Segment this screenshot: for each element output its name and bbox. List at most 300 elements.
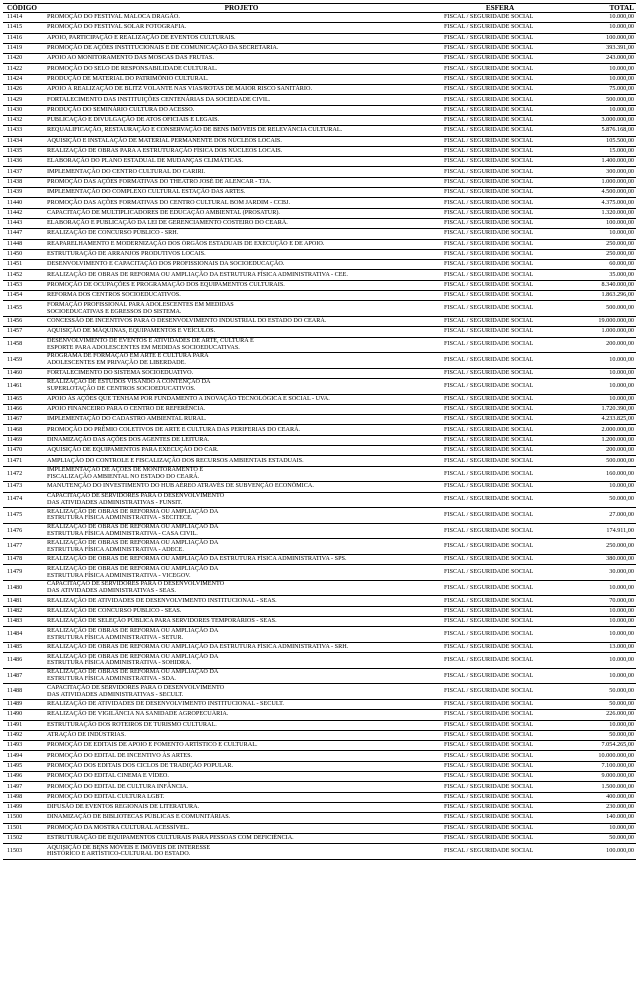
row-project: APOIO ÀS AÇÕES QUE TENHAM POR FUNDAMENTO A INOVAÇÃO TECNOLÓGICA E SOCIAL - UVA. — [45, 394, 438, 404]
row-project: PROMOÇÃO DO EDITAL DE CULTURA INFÂNCIA. — [45, 782, 438, 792]
row-project: ESTRUTURAÇÃO DOS ROTEIROS DE TURISMO CULTURAL. — [45, 720, 438, 730]
row-project: PUBLICAÇÃO E DIVULGAÇÃO DE ATOS OFICIAIS E LEGAIS. — [45, 115, 438, 125]
row-project: FORTALECIMENTO DAS INSTITUIÇÕES CENTENÁRIAS DA SOCIEDADE CIVIL. — [45, 95, 438, 105]
row-total: 10.000,00 — [562, 823, 636, 833]
row-sphere: FISCAL / SEGURIDADE SOCIAL — [438, 270, 562, 280]
row-total: 1.500.000,00 — [562, 782, 636, 792]
row-total: 27.000,00 — [562, 508, 636, 524]
row-code: 11453 — [3, 280, 45, 290]
row-code: 11435 — [3, 146, 45, 156]
row-project: APOIO AO MONITORAMENTO DAS MOSCAS DAS FRUTAS. — [45, 54, 438, 64]
row-sphere: FISCAL / SEGURIDADE SOCIAL — [438, 456, 562, 466]
row-sphere: FISCAL / SEGURIDADE SOCIAL — [438, 316, 562, 326]
row-code: 11447 — [3, 229, 45, 239]
row-sphere: FISCAL / SEGURIDADE SOCIAL — [438, 54, 562, 64]
row-project: PROMOÇÃO DA MOSTRA CULTURAL ACESSÍVEL. — [45, 823, 438, 833]
table-row — [3, 833, 636, 843]
row-total: 4.233.825,00 — [562, 415, 636, 425]
row-sphere: FISCAL / SEGURIDADE SOCIAL — [438, 627, 562, 643]
row-total: 380.000,00 — [562, 554, 636, 564]
row-sphere: FISCAL / SEGURIDADE SOCIAL — [438, 844, 562, 860]
row-project: REALIZAÇÃO DE ESTUDOS VISANDO A CONTENÇÃO DA SUPERLOTAÇÃO DE CENTROS SOCIOEDUCATIVOS. — [45, 378, 438, 394]
row-total: 13.000,00 — [562, 642, 636, 652]
row-total: 250.000,00 — [562, 539, 636, 555]
column-header-project: PROJETO — [45, 4, 438, 13]
table-row — [3, 596, 636, 606]
row-sphere: FISCAL / SEGURIDADE SOCIAL — [438, 291, 562, 301]
table-row — [3, 337, 636, 353]
table-row — [3, 823, 636, 833]
table-row — [3, 539, 636, 555]
row-code: 11457 — [3, 327, 45, 337]
row-project: REALIZAÇÃO DE OBRAS PARA A ESTRUTURAÇÃO FÍSICA DOS NÚCLEOS LOCAIS. — [45, 146, 438, 156]
row-project: REALIZAÇÃO DE SELEÇÃO PÚBLICA PARA SERVIDORES TEMPORÁRIOS - SEAS. — [45, 617, 438, 627]
table-row — [3, 33, 636, 43]
row-total: 9.000.000,00 — [562, 772, 636, 782]
row-total: 1.200.000,00 — [562, 435, 636, 445]
row-total: 1.720.390,00 — [562, 404, 636, 414]
row-project: IMPLEMENTAÇÃO DE AÇÕES DE MONITORAMENTO E FISCALIZAÇÃO AMBIENTAL NO ESTADO DO CEARÁ. — [45, 466, 438, 482]
row-project: REALIZAÇÃO DE OBRAS DE REFORMA OU AMPLIAÇÃO DA ESTRUTURA FÍSICA ADMINISTRATIVA - CEE. — [45, 270, 438, 280]
row-sphere: FISCAL / SEGURIDADE SOCIAL — [438, 425, 562, 435]
row-sphere: FISCAL / SEGURIDADE SOCIAL — [438, 146, 562, 156]
row-sphere: FISCAL / SEGURIDADE SOCIAL — [438, 327, 562, 337]
row-code: 11500 — [3, 813, 45, 823]
row-code: 11481 — [3, 596, 45, 606]
row-project: REALIZAÇÃO DE OBRAS DE REFORMA OU AMPLIAÇÃO DA ESTRUTURA FÍSICA ADMINISTRATIVA - ADECE. — [45, 539, 438, 555]
row-sphere: FISCAL / SEGURIDADE SOCIAL — [438, 699, 562, 709]
row-project: AQUISIÇÃO DE EQUIPAMENTOS PARA EXECUÇÃO DO CAR. — [45, 446, 438, 456]
document-page — [3, 0, 636, 860]
row-code: 11433 — [3, 126, 45, 136]
row-project: REALIZAÇÃO DE OBRAS DE REFORMA OU AMPLIAÇÃO DA ESTRUTURA FÍSICA ADMINISTRATIVA - SECITECE. — [45, 508, 438, 524]
row-sphere: FISCAL / SEGURIDADE SOCIAL — [438, 720, 562, 730]
row-code: 11491 — [3, 720, 45, 730]
row-project: REAPARELHAMENTO E MODERNIZAÇÃO DOS ÓRGÃOS ESTADUAIS DE EXECUÇÃO E DE APOIO. — [45, 239, 438, 249]
row-code: 11466 — [3, 404, 45, 414]
row-project: REALIZAÇÃO DE CONCURSO PÚBLICO - SEAS. — [45, 606, 438, 616]
row-sphere: FISCAL / SEGURIDADE SOCIAL — [438, 188, 562, 198]
row-total: 10.000,00 — [562, 394, 636, 404]
row-project: FORMAÇÃO PROFISSIONAL PARA ADOLESCENTES EM MEDIDAS SOCIOEDUCATIVAS E EGRESSOS DO SISTEMA. — [45, 301, 438, 317]
row-total: 10.000.000,00 — [562, 751, 636, 761]
row-total: 100.000,00 — [562, 33, 636, 43]
row-code: 11485 — [3, 642, 45, 652]
row-project: DINAMIZAÇÃO DAS AÇÕES DOS AGENTES DE LEITURA. — [45, 435, 438, 445]
row-code: 11494 — [3, 751, 45, 761]
row-total: 50.000,00 — [562, 833, 636, 843]
row-code: 11450 — [3, 249, 45, 259]
row-code: 11488 — [3, 684, 45, 700]
row-total: 15.000,00 — [562, 146, 636, 156]
row-code: 11432 — [3, 115, 45, 125]
row-project: AQUISIÇÃO E INSTALAÇÃO DE MATERIAL PERMANENTE DOS NÚCLEOS LOCAIS. — [45, 136, 438, 146]
row-total: 393.391,00 — [562, 43, 636, 53]
table-row — [3, 580, 636, 596]
row-code: 11437 — [3, 167, 45, 177]
row-code: 11472 — [3, 466, 45, 482]
table-row — [3, 456, 636, 466]
table-row — [3, 617, 636, 627]
row-sphere: FISCAL / SEGURIDADE SOCIAL — [438, 136, 562, 146]
row-total: 10.000,00 — [562, 229, 636, 239]
table-row — [3, 198, 636, 208]
table-row — [3, 446, 636, 456]
row-total: 250.000,00 — [562, 239, 636, 249]
row-sphere: FISCAL / SEGURIDADE SOCIAL — [438, 617, 562, 627]
row-code: 11475 — [3, 508, 45, 524]
row-project: PROMOÇÃO DOS EDITAIS DOS CICLOS DE TRADIÇÃO POPULAR. — [45, 761, 438, 771]
row-project: PROMOÇÃO DE OCUPAÇÕES E PROGRAMAÇÃO DOS EQUIPAMENTOS CULTURAIS. — [45, 280, 438, 290]
row-code: 11439 — [3, 188, 45, 198]
row-sphere: FISCAL / SEGURIDADE SOCIAL — [438, 368, 562, 378]
row-sphere: FISCAL / SEGURIDADE SOCIAL — [438, 539, 562, 555]
row-total: 50.000,00 — [562, 492, 636, 508]
table-row — [3, 492, 636, 508]
row-code: 11458 — [3, 337, 45, 353]
row-sphere: FISCAL / SEGURIDADE SOCIAL — [438, 85, 562, 95]
row-project: DIFUSÃO DE EVENTOS REGIONAIS DE LITERATURA. — [45, 802, 438, 812]
table-row — [3, 167, 636, 177]
row-project: DESENVOLVIMENTO E CAPACITAÇÃO DOS PROFISSIONAIS DA SOCIOEDUCAÇÃO. — [45, 260, 438, 270]
table-row — [3, 653, 636, 669]
row-code: 11486 — [3, 653, 45, 669]
row-code: 11442 — [3, 208, 45, 218]
table-row — [3, 95, 636, 105]
row-code: 11456 — [3, 316, 45, 326]
row-sphere: FISCAL / SEGURIDADE SOCIAL — [438, 523, 562, 539]
table-row — [3, 327, 636, 337]
table-row — [3, 249, 636, 259]
row-total: 500.000,00 — [562, 456, 636, 466]
table-row — [3, 508, 636, 524]
row-project: PROMOÇÃO DO EDITAL DE INCENTIVO ÀS ARTES. — [45, 751, 438, 761]
row-total: 1.000.000,00 — [562, 327, 636, 337]
table-row — [3, 105, 636, 115]
table-row — [3, 115, 636, 125]
table-row — [3, 260, 636, 270]
row-total: 10.000,00 — [562, 653, 636, 669]
table-row — [3, 64, 636, 74]
row-code: 11469 — [3, 435, 45, 445]
row-total: 174.911,00 — [562, 523, 636, 539]
row-sphere: FISCAL / SEGURIDADE SOCIAL — [438, 802, 562, 812]
row-total: 50.000,00 — [562, 730, 636, 740]
row-code: 11484 — [3, 627, 45, 643]
row-sphere: FISCAL / SEGURIDADE SOCIAL — [438, 772, 562, 782]
table-row — [3, 554, 636, 564]
table-row — [3, 684, 636, 700]
table-row — [3, 668, 636, 684]
row-sphere: FISCAL / SEGURIDADE SOCIAL — [438, 554, 562, 564]
row-sphere: FISCAL / SEGURIDADE SOCIAL — [438, 301, 562, 317]
row-code: 11465 — [3, 394, 45, 404]
row-sphere: FISCAL / SEGURIDADE SOCIAL — [438, 13, 562, 23]
row-total: 10.000,00 — [562, 64, 636, 74]
row-code: 11443 — [3, 218, 45, 228]
row-project: ELABORAÇÃO E PUBLICAÇÃO DA LEI DE GERENCIAMENTO COSTEIRO DO CEARÁ. — [45, 218, 438, 228]
row-total: 75.000,00 — [562, 85, 636, 95]
row-sphere: FISCAL / SEGURIDADE SOCIAL — [438, 353, 562, 369]
row-sphere: FISCAL / SEGURIDADE SOCIAL — [438, 260, 562, 270]
row-code: 11461 — [3, 378, 45, 394]
row-code: 11426 — [3, 85, 45, 95]
row-project: ESTRUTURAÇÃO DE EQUIPAMENTOS CULTURAIS PARA PESSOAS COM DEFICIÊNCIA. — [45, 833, 438, 843]
header-row — [3, 4, 636, 13]
table-row — [3, 43, 636, 53]
row-project: REQUALIFICAÇÃO, RESTAURAÇÃO E CONSERVAÇÃO DE BENS IMÓVEIS DE RELEVÂNCIA CULTURAL. — [45, 126, 438, 136]
table-row — [3, 813, 636, 823]
row-sphere: FISCAL / SEGURIDADE SOCIAL — [438, 446, 562, 456]
row-total: 160.000,00 — [562, 466, 636, 482]
row-sphere: FISCAL / SEGURIDADE SOCIAL — [438, 198, 562, 208]
row-project: APOIO FINANCEIRO PARA O CENTRO DE REFERÊNCIA. — [45, 404, 438, 414]
row-sphere: FISCAL / SEGURIDADE SOCIAL — [438, 126, 562, 136]
table-row — [3, 642, 636, 652]
table-row — [3, 157, 636, 167]
row-sphere: FISCAL / SEGURIDADE SOCIAL — [438, 415, 562, 425]
row-code: 11503 — [3, 844, 45, 860]
row-sphere: FISCAL / SEGURIDADE SOCIAL — [438, 823, 562, 833]
row-project: REALIZAÇÃO DE CONCURSO PÚBLICO - SRH. — [45, 229, 438, 239]
table-row — [3, 782, 636, 792]
row-sphere: FISCAL / SEGURIDADE SOCIAL — [438, 23, 562, 33]
row-sphere: FISCAL / SEGURIDADE SOCIAL — [438, 580, 562, 596]
row-project: REALIZAÇÃO DE OBRAS DE REFORMA OU AMPLIAÇÃO DA ESTRUTURA FÍSICA ADMINISTRATIVA - SPS. — [45, 554, 438, 564]
row-sphere: FISCAL / SEGURIDADE SOCIAL — [438, 105, 562, 115]
row-project: APOIO À REALIZAÇÃO DE BLITZ VOLANTE NAS VIAS/ROTAS DE MAIOR RISCO SANITÁRIO. — [45, 85, 438, 95]
row-code: 11455 — [3, 301, 45, 317]
row-total: 500.000,00 — [562, 301, 636, 317]
row-total: 1.400.000,00 — [562, 157, 636, 167]
row-code: 11487 — [3, 668, 45, 684]
row-sphere: FISCAL / SEGURIDADE SOCIAL — [438, 337, 562, 353]
table-row — [3, 699, 636, 709]
column-header-code: CÓDIGO — [3, 4, 45, 13]
row-code: 11478 — [3, 554, 45, 564]
row-total: 1.000.000,00 — [562, 177, 636, 187]
row-sphere: FISCAL / SEGURIDADE SOCIAL — [438, 508, 562, 524]
row-project: REALIZAÇÃO DE OBRAS DE REFORMA OU AMPLIAÇÃO DA ESTRUTURA FÍSICA ADMINISTRATIVA - SDA. — [45, 668, 438, 684]
row-total: 10.000,00 — [562, 74, 636, 84]
row-total: 10.000,00 — [562, 720, 636, 730]
table-row — [3, 208, 636, 218]
table-row — [3, 188, 636, 198]
row-code: 11489 — [3, 699, 45, 709]
row-sphere: FISCAL / SEGURIDADE SOCIAL — [438, 668, 562, 684]
row-total: 5.876.168,00 — [562, 126, 636, 136]
row-project: DINAMIZAÇÃO DE BIBLIOTECAS PÚBLICAS E COMUNITÁRIAS. — [45, 813, 438, 823]
table-row — [3, 54, 636, 64]
table-row — [3, 415, 636, 425]
table-row — [3, 239, 636, 249]
row-total: 60.000,00 — [562, 260, 636, 270]
table-row — [3, 126, 636, 136]
row-total: 1.863.296,00 — [562, 291, 636, 301]
row-total: 10.000,00 — [562, 617, 636, 627]
row-project: IMPLEMENTAÇÃO DO COMPLEXO CULTURAL ESTAÇÃO DAS ARTES. — [45, 188, 438, 198]
row-sphere: FISCAL / SEGURIDADE SOCIAL — [438, 492, 562, 508]
row-code: 11430 — [3, 105, 45, 115]
table-row — [3, 730, 636, 740]
table-row — [3, 74, 636, 84]
row-sphere: FISCAL / SEGURIDADE SOCIAL — [438, 466, 562, 482]
row-sphere: FISCAL / SEGURIDADE SOCIAL — [438, 751, 562, 761]
row-code: 11467 — [3, 415, 45, 425]
table-row — [3, 523, 636, 539]
table-row — [3, 368, 636, 378]
row-total: 200.000,00 — [562, 446, 636, 456]
row-project: REFORMA DOS CENTROS SOCIOEDUCATIVOS. — [45, 291, 438, 301]
row-code: 11451 — [3, 260, 45, 270]
row-sphere: FISCAL / SEGURIDADE SOCIAL — [438, 730, 562, 740]
row-sphere: FISCAL / SEGURIDADE SOCIAL — [438, 208, 562, 218]
row-code: 11438 — [3, 177, 45, 187]
row-sphere: FISCAL / SEGURIDADE SOCIAL — [438, 378, 562, 394]
table-row — [3, 280, 636, 290]
row-sphere: FISCAL / SEGURIDADE SOCIAL — [438, 218, 562, 228]
row-code: 11477 — [3, 539, 45, 555]
row-project: IMPLEMENTAÇÃO DO CENTRO CULTURAL DO CARIRI. — [45, 167, 438, 177]
row-code: 11434 — [3, 136, 45, 146]
row-total: 8.340.000,00 — [562, 280, 636, 290]
row-sphere: FISCAL / SEGURIDADE SOCIAL — [438, 642, 562, 652]
row-project: PRODUÇÃO DE MATERIAL DO PATRIMÔNIO CULTURAL. — [45, 74, 438, 84]
row-code: 11454 — [3, 291, 45, 301]
row-sphere: FISCAL / SEGURIDADE SOCIAL — [438, 43, 562, 53]
row-total: 10.000,00 — [562, 353, 636, 369]
table-row — [3, 146, 636, 156]
row-total: 50.000,00 — [562, 684, 636, 700]
row-code: 11492 — [3, 730, 45, 740]
row-total: 100.000,00 — [562, 218, 636, 228]
table-row — [3, 482, 636, 492]
row-total: 10.000,00 — [562, 23, 636, 33]
row-sphere: FISCAL / SEGURIDADE SOCIAL — [438, 95, 562, 105]
row-total: 30.000,00 — [562, 565, 636, 581]
row-code: 11460 — [3, 368, 45, 378]
row-code: 11493 — [3, 741, 45, 751]
row-project: PROMOÇÃO DO SELO DE RESPONSABILIDADE CULTURAL. — [45, 64, 438, 74]
row-code: 11415 — [3, 23, 45, 33]
row-project: IMPLEMENTAÇÃO DO CADASTRO AMBIENTAL RURAL. — [45, 415, 438, 425]
row-total: 10.000,00 — [562, 368, 636, 378]
row-project: REALIZAÇÃO DE OBRAS DE REFORMA OU AMPLIAÇÃO DA ESTRUTURA FÍSICA ADMINISTRATIVA - VICEGOV. — [45, 565, 438, 581]
row-code: 11471 — [3, 456, 45, 466]
row-sphere: FISCAL / SEGURIDADE SOCIAL — [438, 782, 562, 792]
table-row — [3, 751, 636, 761]
table-row — [3, 844, 636, 860]
row-sphere: FISCAL / SEGURIDADE SOCIAL — [438, 249, 562, 259]
row-project: FORTALECIMENTO DO SISTEMA SOCIOEDUATIVO. — [45, 368, 438, 378]
row-code: 11419 — [3, 43, 45, 53]
row-total: 10.000,00 — [562, 627, 636, 643]
table-row — [3, 792, 636, 802]
row-code: 11420 — [3, 54, 45, 64]
row-total: 10.000,00 — [562, 378, 636, 394]
table-row — [3, 466, 636, 482]
table-row — [3, 270, 636, 280]
row-project: REALIZAÇÃO DE OBRAS DE REFORMA OU AMPLIAÇÃO DA ESTRUTURA FÍSICA ADMINISTRATIVA - SETUR. — [45, 627, 438, 643]
row-total: 300.000,00 — [562, 167, 636, 177]
row-project: REALIZAÇÃO DE OBRAS DE REFORMA OU AMPLIAÇÃO DA ESTRUTURA FÍSICA ADMINISTRATIVA - SOHIDRA. — [45, 653, 438, 669]
row-total: 1.320.000,00 — [562, 208, 636, 218]
row-sphere: FISCAL / SEGURIDADE SOCIAL — [438, 596, 562, 606]
row-sphere: FISCAL / SEGURIDADE SOCIAL — [438, 684, 562, 700]
table-row — [3, 802, 636, 812]
row-sphere: FISCAL / SEGURIDADE SOCIAL — [438, 115, 562, 125]
row-sphere: FISCAL / SEGURIDADE SOCIAL — [438, 833, 562, 843]
row-total: 10.000,00 — [562, 668, 636, 684]
row-code: 11480 — [3, 580, 45, 596]
row-code: 11498 — [3, 792, 45, 802]
row-project: MANUTENÇÃO DO INVESTIMENTO DO HUB AÉREO ATRAVÉS DE SUBVENÇÃO ECONÔMICA. — [45, 482, 438, 492]
row-sphere: FISCAL / SEGURIDADE SOCIAL — [438, 229, 562, 239]
row-code: 11470 — [3, 446, 45, 456]
row-project: CAPACITAÇÃO DE MULTIPLICADORES DE EDUCAÇÃO AMBIENTAL (PROSATUR). — [45, 208, 438, 218]
row-code: 11474 — [3, 492, 45, 508]
row-sphere: FISCAL / SEGURIDADE SOCIAL — [438, 404, 562, 414]
row-sphere: FISCAL / SEGURIDADE SOCIAL — [438, 177, 562, 187]
table-row — [3, 229, 636, 239]
row-project: PROMOÇÃO DO FESTIVAL MALOCA DRAGÃO. — [45, 13, 438, 23]
row-code: 11495 — [3, 761, 45, 771]
row-project: REALIZAÇÃO DE OBRAS DE REFORMA OU AMPLIAÇÃO DA ESTRUTURA FÍSICA ADMINISTRATIVA - SRH. — [45, 642, 438, 652]
row-project: DESENVOLVIMENTO DE EVENTOS E ATIVIDADES DE ARTE, CULTURA E ESPORTE PARA ADOLESCENTES EM MEDIDAS SOCIOEDUCATIVAS. — [45, 337, 438, 353]
row-project: PROMOÇÃO DAS AÇÕES FORMATIVAS DO CENTRO CULTURAL BOM JARDIM - CCBJ. — [45, 198, 438, 208]
row-project: PROMOÇÃO DE EDITAIS DE APOIO E FOMENTO ARTÍSTICO E CULTURAL. — [45, 741, 438, 751]
row-total: 10.000,00 — [562, 606, 636, 616]
table-row — [3, 136, 636, 146]
row-sphere: FISCAL / SEGURIDADE SOCIAL — [438, 74, 562, 84]
table-row — [3, 425, 636, 435]
row-total: 100.000,00 — [562, 844, 636, 860]
row-sphere: FISCAL / SEGURIDADE SOCIAL — [438, 565, 562, 581]
table-row — [3, 720, 636, 730]
row-total: 230.000,00 — [562, 802, 636, 812]
row-code: 11479 — [3, 565, 45, 581]
row-project: PROMOÇÃO DO EDITAL CINEMA E VÍDEO. — [45, 772, 438, 782]
table-body — [3, 13, 636, 860]
table-row — [3, 761, 636, 771]
table-row — [3, 378, 636, 394]
table-row — [3, 404, 636, 414]
row-code: 11497 — [3, 782, 45, 792]
row-code: 11476 — [3, 523, 45, 539]
row-code: 11436 — [3, 157, 45, 167]
row-project: CAPACITAÇÃO DE SERVIDORES PARA O DESENVOLVIMENTO DAS ATIVIDADES ADMINISTRATIVAS - SEAS. — [45, 580, 438, 596]
row-sphere: FISCAL / SEGURIDADE SOCIAL — [438, 761, 562, 771]
row-project: PROMOÇÃO DO EDITAL CULTURA LGBT. — [45, 792, 438, 802]
row-sphere: FISCAL / SEGURIDADE SOCIAL — [438, 435, 562, 445]
row-sphere: FISCAL / SEGURIDADE SOCIAL — [438, 741, 562, 751]
row-project: APOIO, PARTICIPAÇÃO E REALIZAÇÃO DE EVENTOS CULTURAIS. — [45, 33, 438, 43]
row-total: 7.100.000,00 — [562, 761, 636, 771]
row-code: 11459 — [3, 353, 45, 369]
row-code: 11502 — [3, 833, 45, 843]
row-code: 11490 — [3, 710, 45, 720]
column-header-sphere: ESFERA — [438, 4, 562, 13]
table-row — [3, 218, 636, 228]
row-total: 105.500,00 — [562, 136, 636, 146]
row-code: 11452 — [3, 270, 45, 280]
row-total: 10.000,00 — [562, 482, 636, 492]
row-total: 70.000,00 — [562, 596, 636, 606]
row-sphere: FISCAL / SEGURIDADE SOCIAL — [438, 33, 562, 43]
table-row — [3, 23, 636, 33]
row-code: 11416 — [3, 33, 45, 43]
table-row — [3, 627, 636, 643]
